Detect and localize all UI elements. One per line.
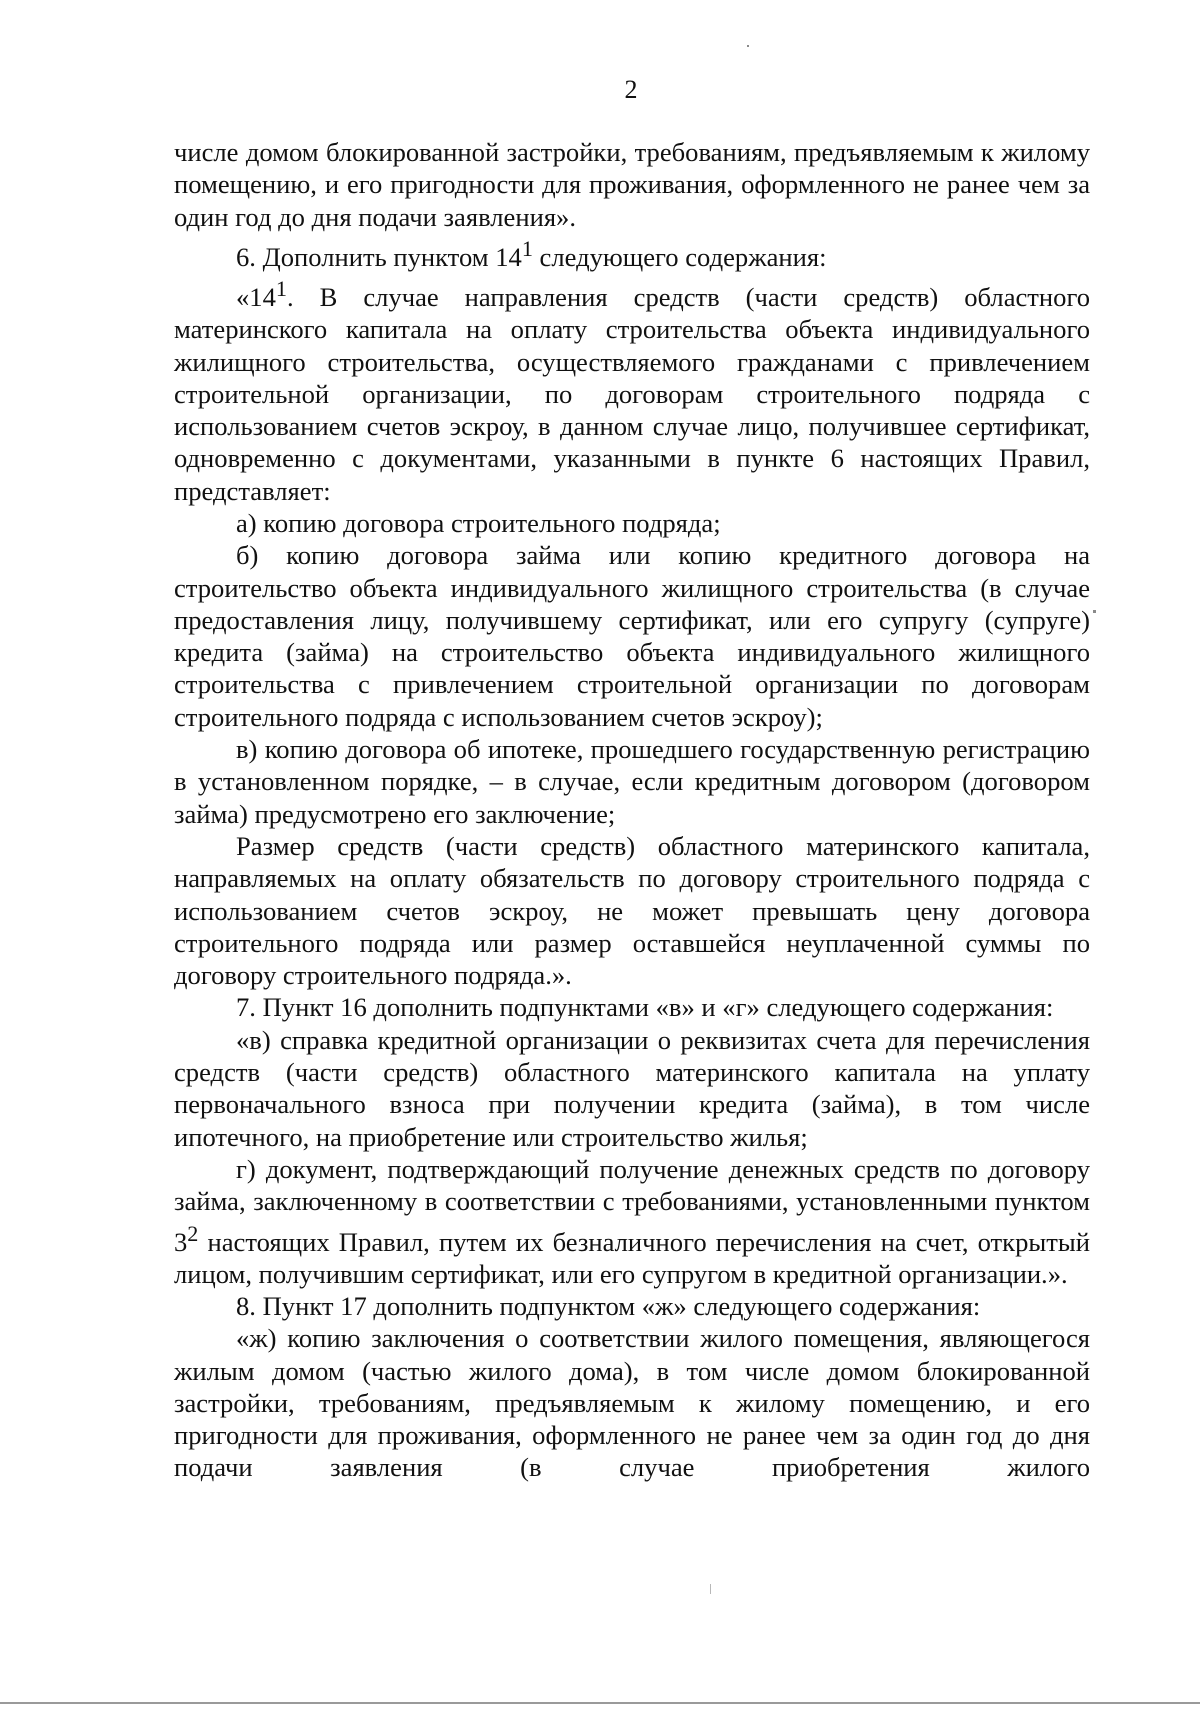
subparagraph-b: б) копию договора займа или копию кредитного договора на строительство объекта индивидуального жилищного строительства (в случае предоставления лицу, получившему сертификат, или его супругу (супруге) кредита (займа) на строительство объекта индивидуального жилищного строительства с привлечением строительной организации по договорам строительного подряда с использованием счетов эскроу);	[174, 540, 1090, 732]
scan-speck	[1093, 610, 1096, 613]
paragraph-item-8: 8. Пункт 17 дополнить подпунктом «ж» следующего содержания:	[236, 1290, 981, 1321]
paragraph-continuation: числе домом блокированной застройки, требованиям, предъявляемым к жилому помещению, и его пригодности для проживания, оформленного не ранее чем за один год до дня подачи заявления».	[174, 137, 1090, 232]
scan-speck	[747, 45, 749, 47]
paragraph-amount: Размер средств (части средств) областного материнского капитала, направляемых на оплату обязательств по договору строительного подряда с использованием счетов эскроу, не может превышать цену договора строительного подряда или размер оставшейся неуплаченной суммы по договору строительного подряда.».	[174, 830, 1090, 991]
text-run: . В случае направления средств (части средств) областного материнского капитала на оплату строительства объекта индивидуального жилищного строительства, осуществляемого гражданами с привлечением строительной организации, по договорам строительного подряда с использованием счетов эскроу, в данном случае лицо, получившее сертификат, одновременно с документами, указанными в пункте 6 настоящих Правил, представляет:	[174, 281, 1090, 506]
subparagraph-g-new	[174, 1153, 1090, 1290]
subparagraph-v: в) копию договора об ипотеке, прошедшего государственную регистрацию в установленном порядке, – в случае, если кредитным договором (договором займа) предусмотрено его заключение;	[174, 734, 1090, 829]
text-run: настоящих Правил, путем их безналичного перечисления на счет, открытый лицом, получившим сертификат, или его супругом в кредитной организации.».	[174, 1226, 1090, 1289]
subparagraph-a: а) копию договора строительного подряда;	[236, 507, 721, 538]
superscript: 2	[187, 1220, 199, 1246]
text-run: «14	[236, 281, 276, 312]
page-number: 2	[624, 75, 638, 104]
superscript: 1	[275, 276, 287, 302]
subparagraph-zh: «ж) копию заключения о соответствии жилого помещения, являющегося жилым домом (частью жилого дома), в том числе домом блокированной застройки, требованиям, предъявляемым к жилому помещению, и его пригодности для проживания, оформленного не ранее чем за один год до дня подачи заявления (в случае приобретения жилого	[174, 1323, 1090, 1483]
scan-speck	[710, 1584, 711, 1594]
paragraph-item-7: 7. Пункт 16 дополнить подпунктами «в» и «г» следующего содержания:	[236, 992, 1054, 1023]
text-run: г) документ, подтверждающий получение денежных средств по договору займа, заключенному в соответствии с требованиями, установленными пунктом 3	[174, 1153, 1090, 1257]
scan-bottom-edge	[0, 1702, 1200, 1704]
text-run: следующего содержания:	[532, 241, 827, 272]
paragraph-item-6	[174, 233, 1090, 273]
document-body	[174, 136, 1090, 1484]
subparagraph-v-new: «в) справка кредитной организации о реквизитах счета для перечисления средств (части средств) областного материнского капитала на уплату первоначального взноса при получении кредита (займа), в том числе ипотечного, на приобретение или строительство жилья;	[174, 1024, 1090, 1152]
text-run: 6. Дополнить пунктом 14	[236, 241, 522, 272]
paragraph-14-1	[174, 273, 1090, 507]
superscript: 1	[521, 235, 533, 261]
